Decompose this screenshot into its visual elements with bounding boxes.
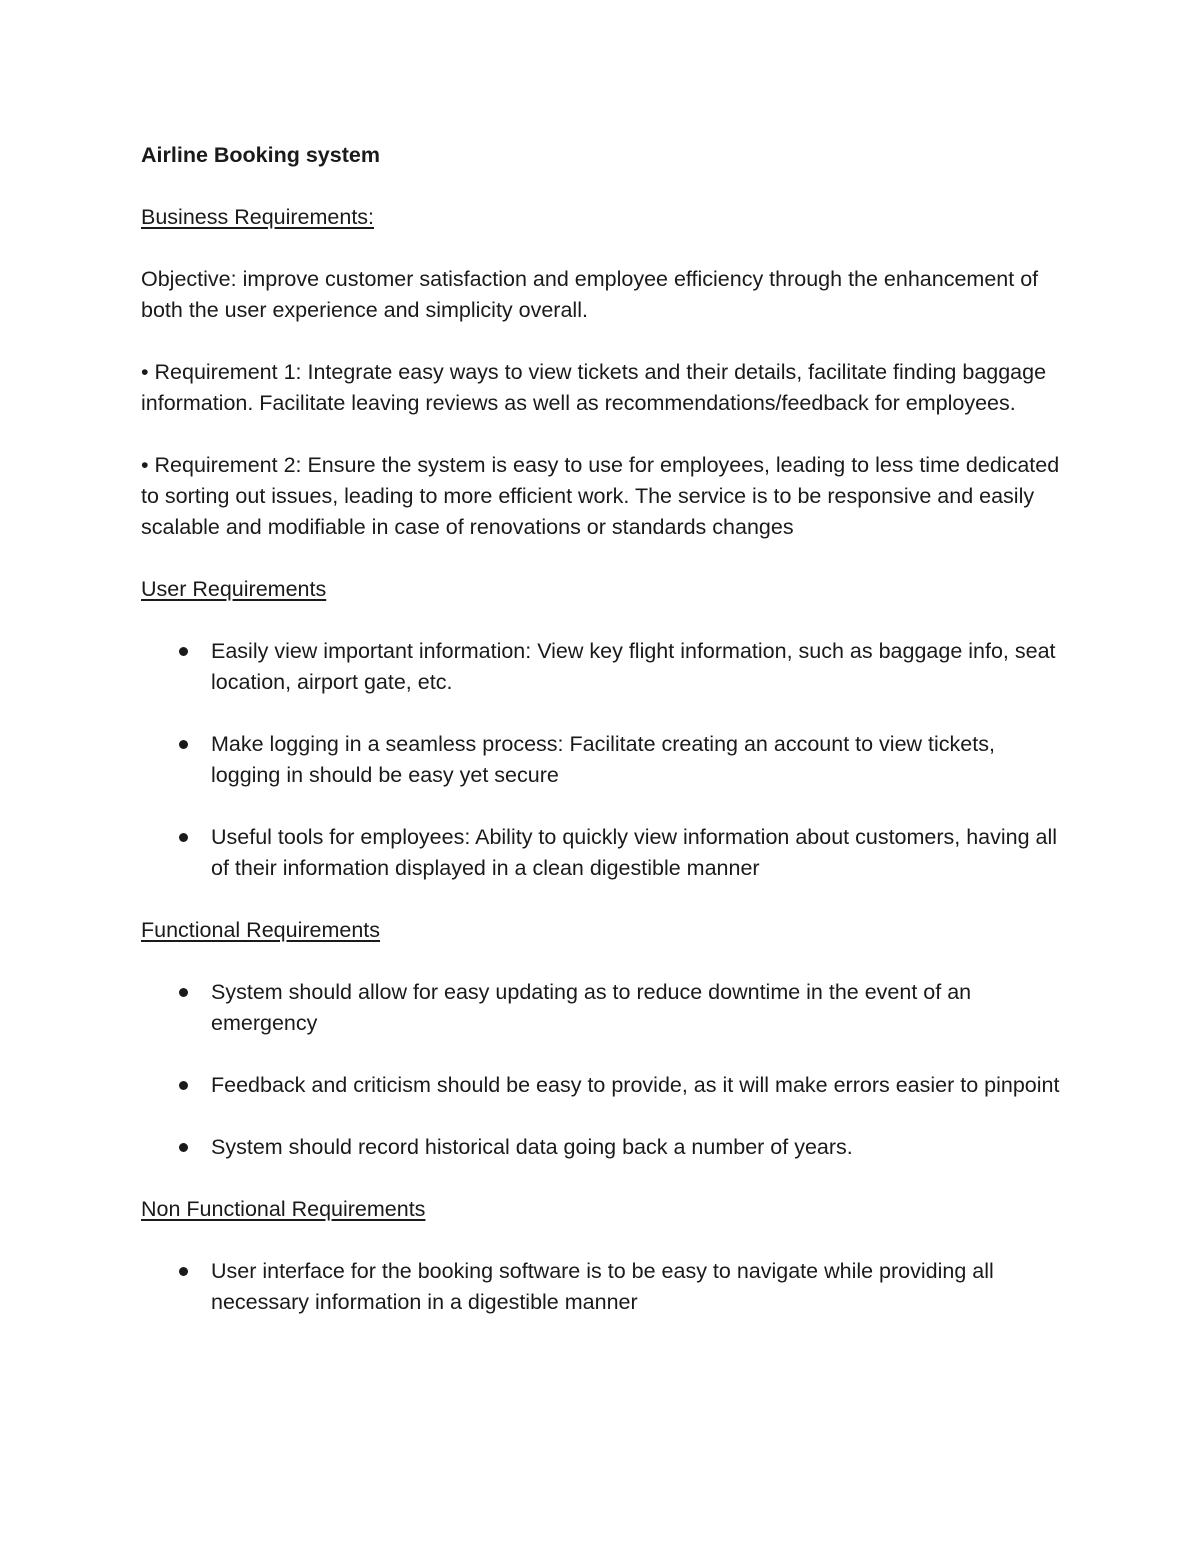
list-item-text: Useful tools for employees: Ability to quickly view information about customers, having all of their information displayed in a clean digestible manner [211, 825, 1058, 880]
bullet-icon [179, 1267, 188, 1276]
spacer [141, 233, 1061, 264]
bullet-icon [179, 1143, 188, 1152]
list-item-text: Make logging in a seamless process: Facilitate creating an account to view tickets, logging in should be easy yet secure [211, 732, 995, 787]
document-page [141, 140, 1061, 1318]
list-item [141, 636, 1061, 698]
list-item-text: Feedback and criticism should be easy to provide, as it will make errors easier to pinpoint [211, 1073, 1060, 1097]
spacer [141, 171, 1061, 202]
requirement-2-paragraph: • Requirement 2: Ensure the system is easy to use for employees, leading to less time dedicated to sorting out issues, leading to more efficient work. The service is to be responsive and easily scalable and modifiable in case of renovations or standards changes [141, 453, 1060, 539]
bullet-icon [179, 740, 188, 749]
document-title: Airline Booking system [141, 143, 380, 167]
spacer [141, 946, 1061, 977]
list-item-text: User interface for the booking software is to be easy to navigate while providing all necessary information in a digestible manner [211, 1259, 994, 1314]
list-item [141, 1256, 1061, 1318]
list-item [141, 729, 1061, 791]
list-item-text: System should allow for easy updating as to reduce downtime in the event of an emergency [211, 980, 972, 1035]
spacer [141, 884, 1061, 915]
spacer [141, 1163, 1061, 1194]
user-requirements-list [141, 636, 1061, 884]
list-item [141, 822, 1061, 884]
list-item [141, 977, 1061, 1039]
non-functional-requirements-list [141, 1256, 1061, 1318]
spacer [141, 543, 1061, 574]
bullet-icon [179, 833, 188, 842]
objective-paragraph: Objective: improve customer satisfaction and employee efficiency through the enhancement of both the user experience and simplicity overall. [141, 267, 1039, 322]
user-requirements-heading: User Requirements [141, 577, 327, 601]
spacer [141, 1225, 1061, 1256]
bullet-icon [179, 1081, 188, 1090]
list-item [141, 1132, 1061, 1163]
list-item [141, 1070, 1061, 1101]
list-item-text: Easily view important information: View key flight information, such as baggage info, seat location, airport gate, etc. [211, 639, 1056, 694]
bullet-icon [179, 647, 188, 656]
list-item-text: System should record historical data going back a number of years. [211, 1135, 853, 1159]
spacer [141, 419, 1061, 450]
functional-requirements-heading: Functional Requirements [141, 918, 381, 942]
bullet-icon [179, 988, 188, 997]
requirement-1-paragraph: • Requirement 1: Integrate easy ways to view tickets and their details, facilitate finding baggage information. Facilitate leaving reviews as well as recommendations/feedback for employees. [141, 360, 1047, 415]
spacer [141, 605, 1061, 636]
non-functional-requirements-heading: Non Functional Requirements [141, 1197, 426, 1221]
spacer [141, 326, 1061, 357]
business-requirements-heading: Business Requirements: [141, 205, 375, 229]
functional-requirements-list [141, 977, 1061, 1163]
